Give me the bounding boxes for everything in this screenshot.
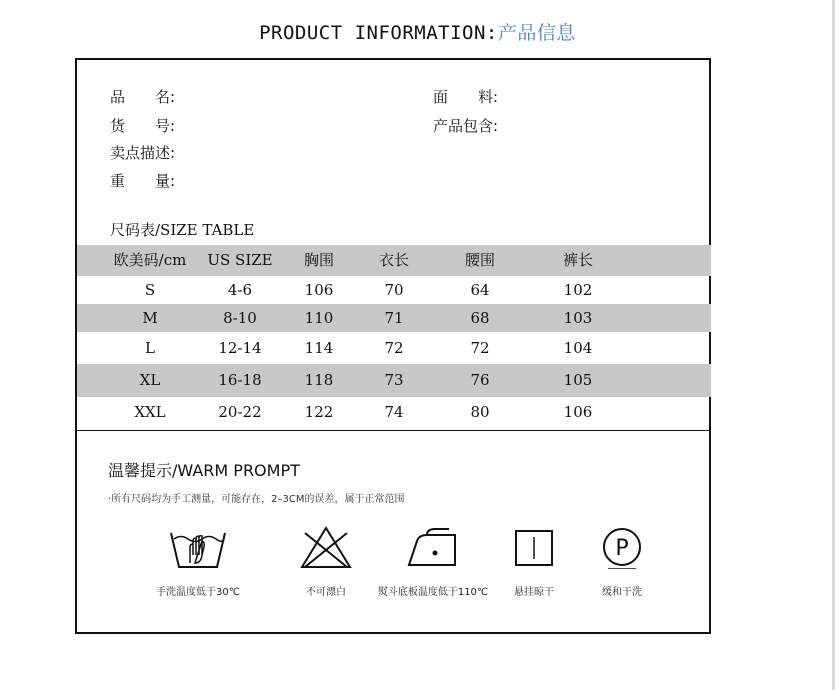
table-header-cell: 腰围 [464, 251, 495, 269]
table-header-cell: US SIZE [207, 251, 273, 269]
iron-icon [405, 525, 461, 569]
table-cell: 74 [384, 403, 404, 421]
table-cell: 106 [304, 281, 334, 299]
table-cell: 110 [304, 309, 334, 327]
care-item-hand-wash [148, 525, 248, 598]
page-title [0, 18, 835, 45]
table-row [77, 364, 711, 397]
care-item-no-bleach [278, 525, 374, 598]
table-cell: 72 [470, 339, 490, 357]
table-cell: 70 [384, 281, 404, 299]
care-item-dry-clean [582, 525, 662, 598]
table-cell: 71 [384, 309, 404, 327]
section-divider [75, 430, 711, 431]
table-cell: 105 [563, 371, 593, 389]
care-item-hang-dry [494, 525, 574, 598]
table-cell: 102 [563, 281, 593, 299]
table-row [77, 397, 711, 428]
svg-text:P: P [615, 536, 629, 561]
table-cell: S [144, 281, 156, 299]
care-label: 悬挂晾干 [514, 587, 554, 598]
table-header-cell: 胸围 [303, 251, 334, 269]
table-cell: 106 [563, 403, 593, 421]
table-cell: XXL [134, 403, 166, 421]
table-row [77, 332, 711, 364]
info-item-no: 货 号: [110, 117, 176, 135]
table-header-cell: 衣长 [378, 251, 409, 269]
hand-wash-icon [168, 525, 228, 569]
care-label: 缓和干洗 [602, 587, 642, 598]
table-cell: 76 [470, 371, 490, 389]
table-cell: 12-14 [218, 339, 262, 357]
warm-prompt-title: 温馨提示/WARM PROMPT [108, 461, 300, 480]
size-table-title: 尺码表/SIZE TABLE [110, 221, 255, 239]
title-cn: 产品信息 [497, 22, 576, 44]
hang-dry-icon [512, 525, 556, 569]
table-cell: 4-6 [227, 281, 253, 299]
info-weight: 重 量: [110, 172, 176, 190]
info-fabric: 面 料: [433, 88, 499, 106]
care-label: 手洗温度低于30℃ [156, 587, 240, 598]
no-bleach-icon [299, 525, 353, 569]
info-selling-points: 卖点描述: [110, 144, 176, 162]
table-cell: 104 [563, 339, 593, 357]
care-item-iron [368, 525, 498, 598]
table-cell: 122 [304, 403, 334, 421]
table-row [77, 304, 711, 332]
table-cell: 68 [470, 309, 490, 327]
table-cell: 103 [563, 309, 593, 327]
table-cell: 118 [304, 371, 334, 389]
table-cell: L [145, 339, 155, 357]
table-cell: M [142, 309, 158, 327]
warm-prompt-note: ·所有尺码均为手工测量，可能存在，2–3CM的误差，属于正常范围 [108, 494, 405, 505]
title-en: PRODUCT INFORMATION: [259, 22, 498, 44]
info-package: 产品包含: [433, 117, 499, 135]
dry-clean-p-icon [600, 525, 644, 569]
care-label: 熨斗底板温度低于110℃ [377, 587, 489, 598]
table-cell: 72 [384, 339, 404, 357]
table-header-cell: 欧美码/cm [113, 251, 187, 269]
care-label: 不可漂白 [306, 587, 346, 598]
table-header-row [77, 245, 711, 276]
info-name: 品 名: [110, 88, 176, 106]
table-cell: 114 [304, 339, 334, 357]
table-cell: 80 [470, 403, 490, 421]
table-row [77, 276, 711, 304]
table-cell: XL [139, 371, 161, 389]
table-cell: 16-18 [218, 371, 262, 389]
table-cell: 8-10 [223, 309, 257, 327]
table-header-cell: 裤长 [562, 251, 593, 269]
table-cell: 64 [470, 281, 490, 299]
table-cell: 73 [384, 371, 404, 389]
table-cell: 20-22 [218, 403, 262, 421]
